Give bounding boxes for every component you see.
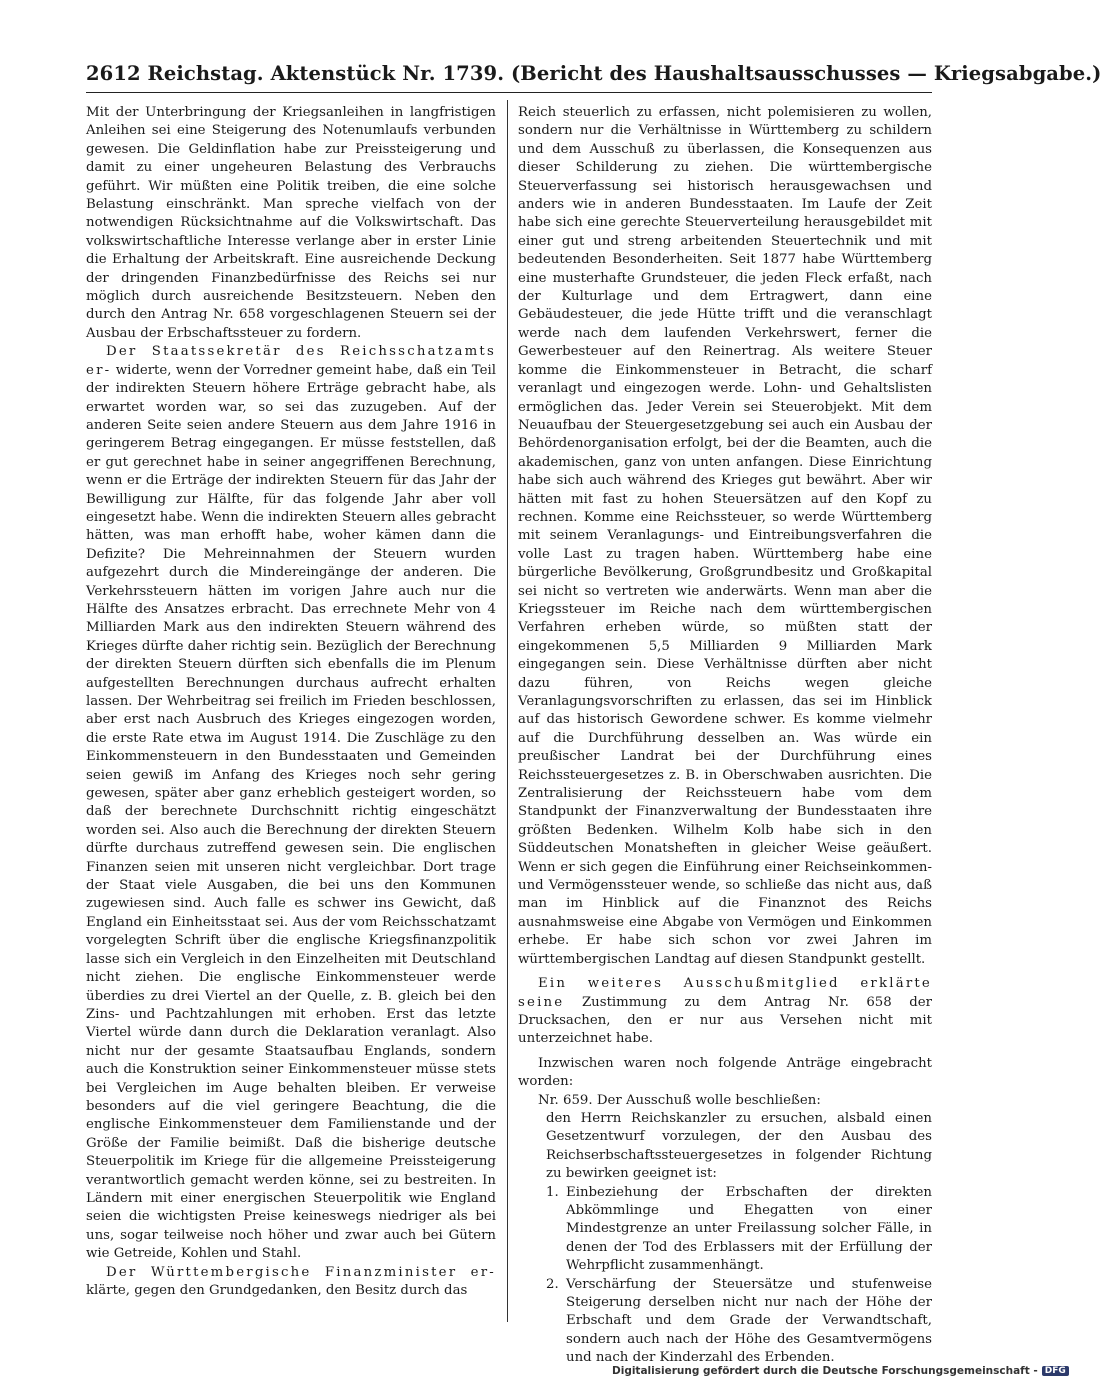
paragraph: Reich steuerlich zu erfassen, nicht polemisieren zu wollen, sondern nur die Verhältnisse in Württemberg zu schildern und dem Ausschuß zu überlassen, die Konsequenzen aus dieser Schilderung zu ziehen. Die württembergische Steuerverfassung sei historisch herausgewachsen und anders wie in anderen Bundesstaaten. Im Laufe der Zeit habe sich eine gerechte Steuerverteilung herausgebildet mit einer gut und streng arbeitenden Steuertechnik und mit bedeutenden Besonderheiten. Seit 1877 habe Württemberg eine musterhafte Grundsteuer, die jeden Fleck erfaßt, nach der Kulturlage und dem Ertragwert, dann eine Gebäudesteuer, die jede Hütte trifft und die veranschlagt werde nach dem laufenden Verkehrswert, ferner die Gewerbesteuer auf den Reinertrag. Als weitere Steuer komme die Einkommensteuer in Betracht, die scharf veranlagt und eingezogen werde. Lohn- und Gehaltslisten ermöglichen das. Jeder Verein sei Steuerobjekt. Mit dem Neuaufbau der Steuergesetzgebung sei auch ein Ausbau der Behördenorganisation erfolgt, bei der die Beamten, auch die akademischen, ganz von unten anfangen. Diese Einrichtung habe sich auch während des Krieges gut bewährt. Aber wir hätten mit fast zu hohen Steuersätzen auf den Kopf zu rechnen. Komme eine Reichssteuer, so werde Württemberg mit seinem Veranlagungs- und Eintreibungsverfahren die volle Last zu tragen haben. Württemberg habe eine bürgerliche Bevölkerung, Großgrundbesitz und Großkapital sei nicht so vertreten wie anderwärts. Wenn man aber die Kriegssteuer im Reiche nach dem württembergischen Verfahren erheben würde, so müßten statt der eingekommenen 5,5 Milliarden 9 Milliarden Mark eingegangen sein. Diese Verhältnisse dürften aber nicht dazu führen, von Reichs wegen gleiche Veranlagungsvorschriften zu erlassen, das sei im Hinblick auf das historisch Gewordene schwer. Es komme vielmehr auf die Durchführung desselben an. Was würde ein preußischer Landrat bei der Durchführung eines Reichssteuergesetzes z. B. in Oberschwaben ausrichten. Die Zentralisierung der Reichssteuern habe vom dem Standpunkt der Finanzverwaltung der Bundesstaaten ihre größten Bedenken. Wilhelm Kolb habe sich in den Süddeutschen Monatsheften in gleicher Weise geäußert. Wenn er sich gegen die Einführung einer Reichseinkommen- und Vermögenssteuer wende, so schließe das nicht aus, daß man im Hinblick auf die Finanznot des Reichs ausnahmsweise eine Abgabe von Vermögen und Einkommen erhebe. Er habe sich schon vor zwei Jahren im württembergischen Landtag auf diesen Standpunkt gestellt. — [518, 105, 932, 967]
paragraph: Inzwischen waren noch folgende Anträge eingebracht worden: — [518, 1055, 932, 1090]
header-rule — [86, 92, 932, 93]
paragraph-text: klärte, gegen den Grundgedanken, den Besitz durch das — [86, 1283, 468, 1298]
dfg-logo: DFG — [1042, 1366, 1069, 1376]
motion-heading — [518, 1092, 932, 1110]
footer-text: Digitalisierung gefördert durch die Deutsche Forschungsgemeinschaft - — [612, 1365, 1038, 1377]
paragraph — [86, 343, 496, 1263]
item-number: 2. — [546, 1276, 559, 1292]
motion-items — [546, 1184, 932, 1368]
paragraph — [518, 975, 932, 1049]
right-column — [518, 104, 932, 1368]
item-text: Verschärfung der Steuersätze und stufenweise Steigerung derselben nicht nur nach der Höhe der Erbschaft und dem Grade der Verwandtschaft, sondern auch nach der Höhe des Gesamtvermögens und nach der Kinderzahl des Erbenden. — [566, 1276, 932, 1366]
paragraph-text: widerte, wenn der Vorredner gemeint habe, daß ein Teil der indirekten Steuern höhere Erträge gebracht habe, als erwartet worden war, so sei das zuzugeben. Auf der anderen Seite seien andere Steuern aus dem Jahre 1916 in geringerem Betrag eingegangen. Er müsse feststellen, daß er gut gerechnet habe in seiner angegriffenen Berechnung, wenn er die Erträge der indirekten Steuern für das Jahr der Bewilligung zur Hälfte, für das folgende Jahr aber voll eingesetzt habe. Wenn die indirekten Steuern alles gebracht hätten, was man erhofft habe, woher kämen dann die Defizite? Die Mehreinnahmen der Steuern wurden aufgezehrt durch die Mindereingänge der anderen. Die Verkehrssteuern hätten im vorigen Jahre auch nur die Hälfte des Ansatzes erbracht. Das errechnete Mehr von 4 Milliarden Mark aus den indirekten Steuern während des Krieges dürfte daher richtig sein. Bezüglich der Berechnung der direkten Steuern dürften sich ebenfalls die im Plenum aufgestellten Berechnungen durchaus aufrecht erhalten lassen. Der Wehrbeitrag sei freilich im Frieden beschlossen, aber erst nach Ausbruch des Krieges eingezogen worden, die erste Rate etwa im August 1914. Die Zuschläge zu den Einkommensteuern in den Bundesstaaten und Gemeinden seien gewiß im Anfang des Krieges noch sehr gering gewesen, später aber ganz erheblich gesteigert worden, so daß der berechnete Durchschnitt richtig eingeschätzt worden sei. Also auch die Berechnung der direkten Steuern dürfte durchaus zutreffend gewesen sein. Die englischen Finanzen seien mit unseren nicht vergleichbar. Dort trage der Staat viele Ausgaben, die bei uns den Kommunen zugewiesen sind. Auch falle es schwer ins Gewicht, daß England ein Einheitsstaat sei. Aus der vom Reichsschatzamt vorgelegten Schrift über die englische Kriegsfinanzpolitik lasse sich ein Vergleich in den Einzelheiten mit Deutschland nicht ziehen. Die englische Einkommensteuer werde überdies zu drei Viertel an der Quelle, z. B. gleich bei den Zins- und Pachtzahlungen mit erhoben. Erst das letzte Viertel würde dann durch die Deklaration veranlagt. Also nicht nur der gesamte Staatsaufbau Englands, sondern auch die Konstruktion seiner Einkommensteuer müsse stets bei Vergleichen im Auge behalten bleiben. Er verweise besonders auf die viel geringere Beachtung, die die englische Einkommensteuer dem Familienstande und der Größe der Familie beimißt. Daß die bisherige deutsche Steuerpolitik im Kriege für die allgemeine Preissteigerung verantwortlich gemacht werden könne, sei zu bestreiten. In Ländern mit einer energischen Steuerpolitik wie England seien die wichtigsten Preise keineswegs niedriger als bei uns, sogar teilweise noch höher und zwar auch bei Gütern wie Getreide, Kohlen und Stahl. — [86, 362, 496, 1262]
spaced-speaker: Der Staatssekretär des Reichsschatzamts er- — [86, 344, 496, 378]
paragraph: Mit der Unterbringung der Kriegsanleihen in langfristigen Anleihen sei eine Steigerung des Notenumlaufs verbunden gewesen. Die Geldinflation habe zur Preissteigerung und damit zu einer ungeheuren Belastung des Verbrauchs geführt. Wir müßten eine Politik treiben, die eine solche Belastung einschränkt. Man spreche vielfach von der notwendigen Rücksichtnahme auf die Volkswirtschaft. Das volkswirtschaftliche Interesse verlange aber in erster Linie die Erhaltung der Arbeitskraft. Eine ausreichende Deckung der dringenden Finanzbedürfnisse des Reichs sei nur möglich durch ausreichende Besitzsteuern. Neben den durch den Antrag Nr. 658 vorgeschlagenen Steuern sei der Ausbau der Erbschaftssteuer zu fordern. — [86, 105, 496, 341]
paragraph-text: Zustimmung zu dem Antrag Nr. 658 der Drucksachen, den er nur aus Versehen nicht mit unterzeichnet habe. — [518, 994, 932, 1047]
item-number: 1. — [546, 1184, 559, 1200]
spaced-speaker: Ein weiteres Ausschußmitglied erklärte seine — [518, 976, 932, 1010]
motion-intro: den Herrn Reichskanzler zu ersuchen, alsbald einen Gesetzentwurf vorzulegen, der den Ausbau des Reichserbschaftssteuergesetzes in folgender Richtung zu bewirken geeignet ist: — [546, 1110, 932, 1182]
column-divider — [507, 100, 508, 1322]
spaced-speaker: Der Württembergische Finanzminister er- — [106, 1264, 496, 1280]
page-header: 2612 Reichstag. Aktenstück Nr. 1739. (Bericht des Haushaltsausschusses — Kriegsabgabe.) — [86, 62, 1102, 85]
list-item — [546, 1184, 932, 1276]
motion-title: Der Ausschuß wolle beschließen: — [596, 1092, 821, 1108]
list-item — [546, 1276, 932, 1368]
left-column — [86, 104, 496, 1300]
digitization-footer — [612, 1365, 1069, 1377]
paragraph — [86, 1264, 496, 1301]
item-text: Einbeziehung der Erbschaften der direkten Abkömmlinge und Ehegatten von einer Mindestgrenze an unter Freilassung solcher Fälle, in denen der Tod des Erblassers mit der Erfüllung der Wehrpflicht zusammenhängt. — [566, 1184, 932, 1274]
motion-number: Nr. 659. — [538, 1092, 593, 1108]
